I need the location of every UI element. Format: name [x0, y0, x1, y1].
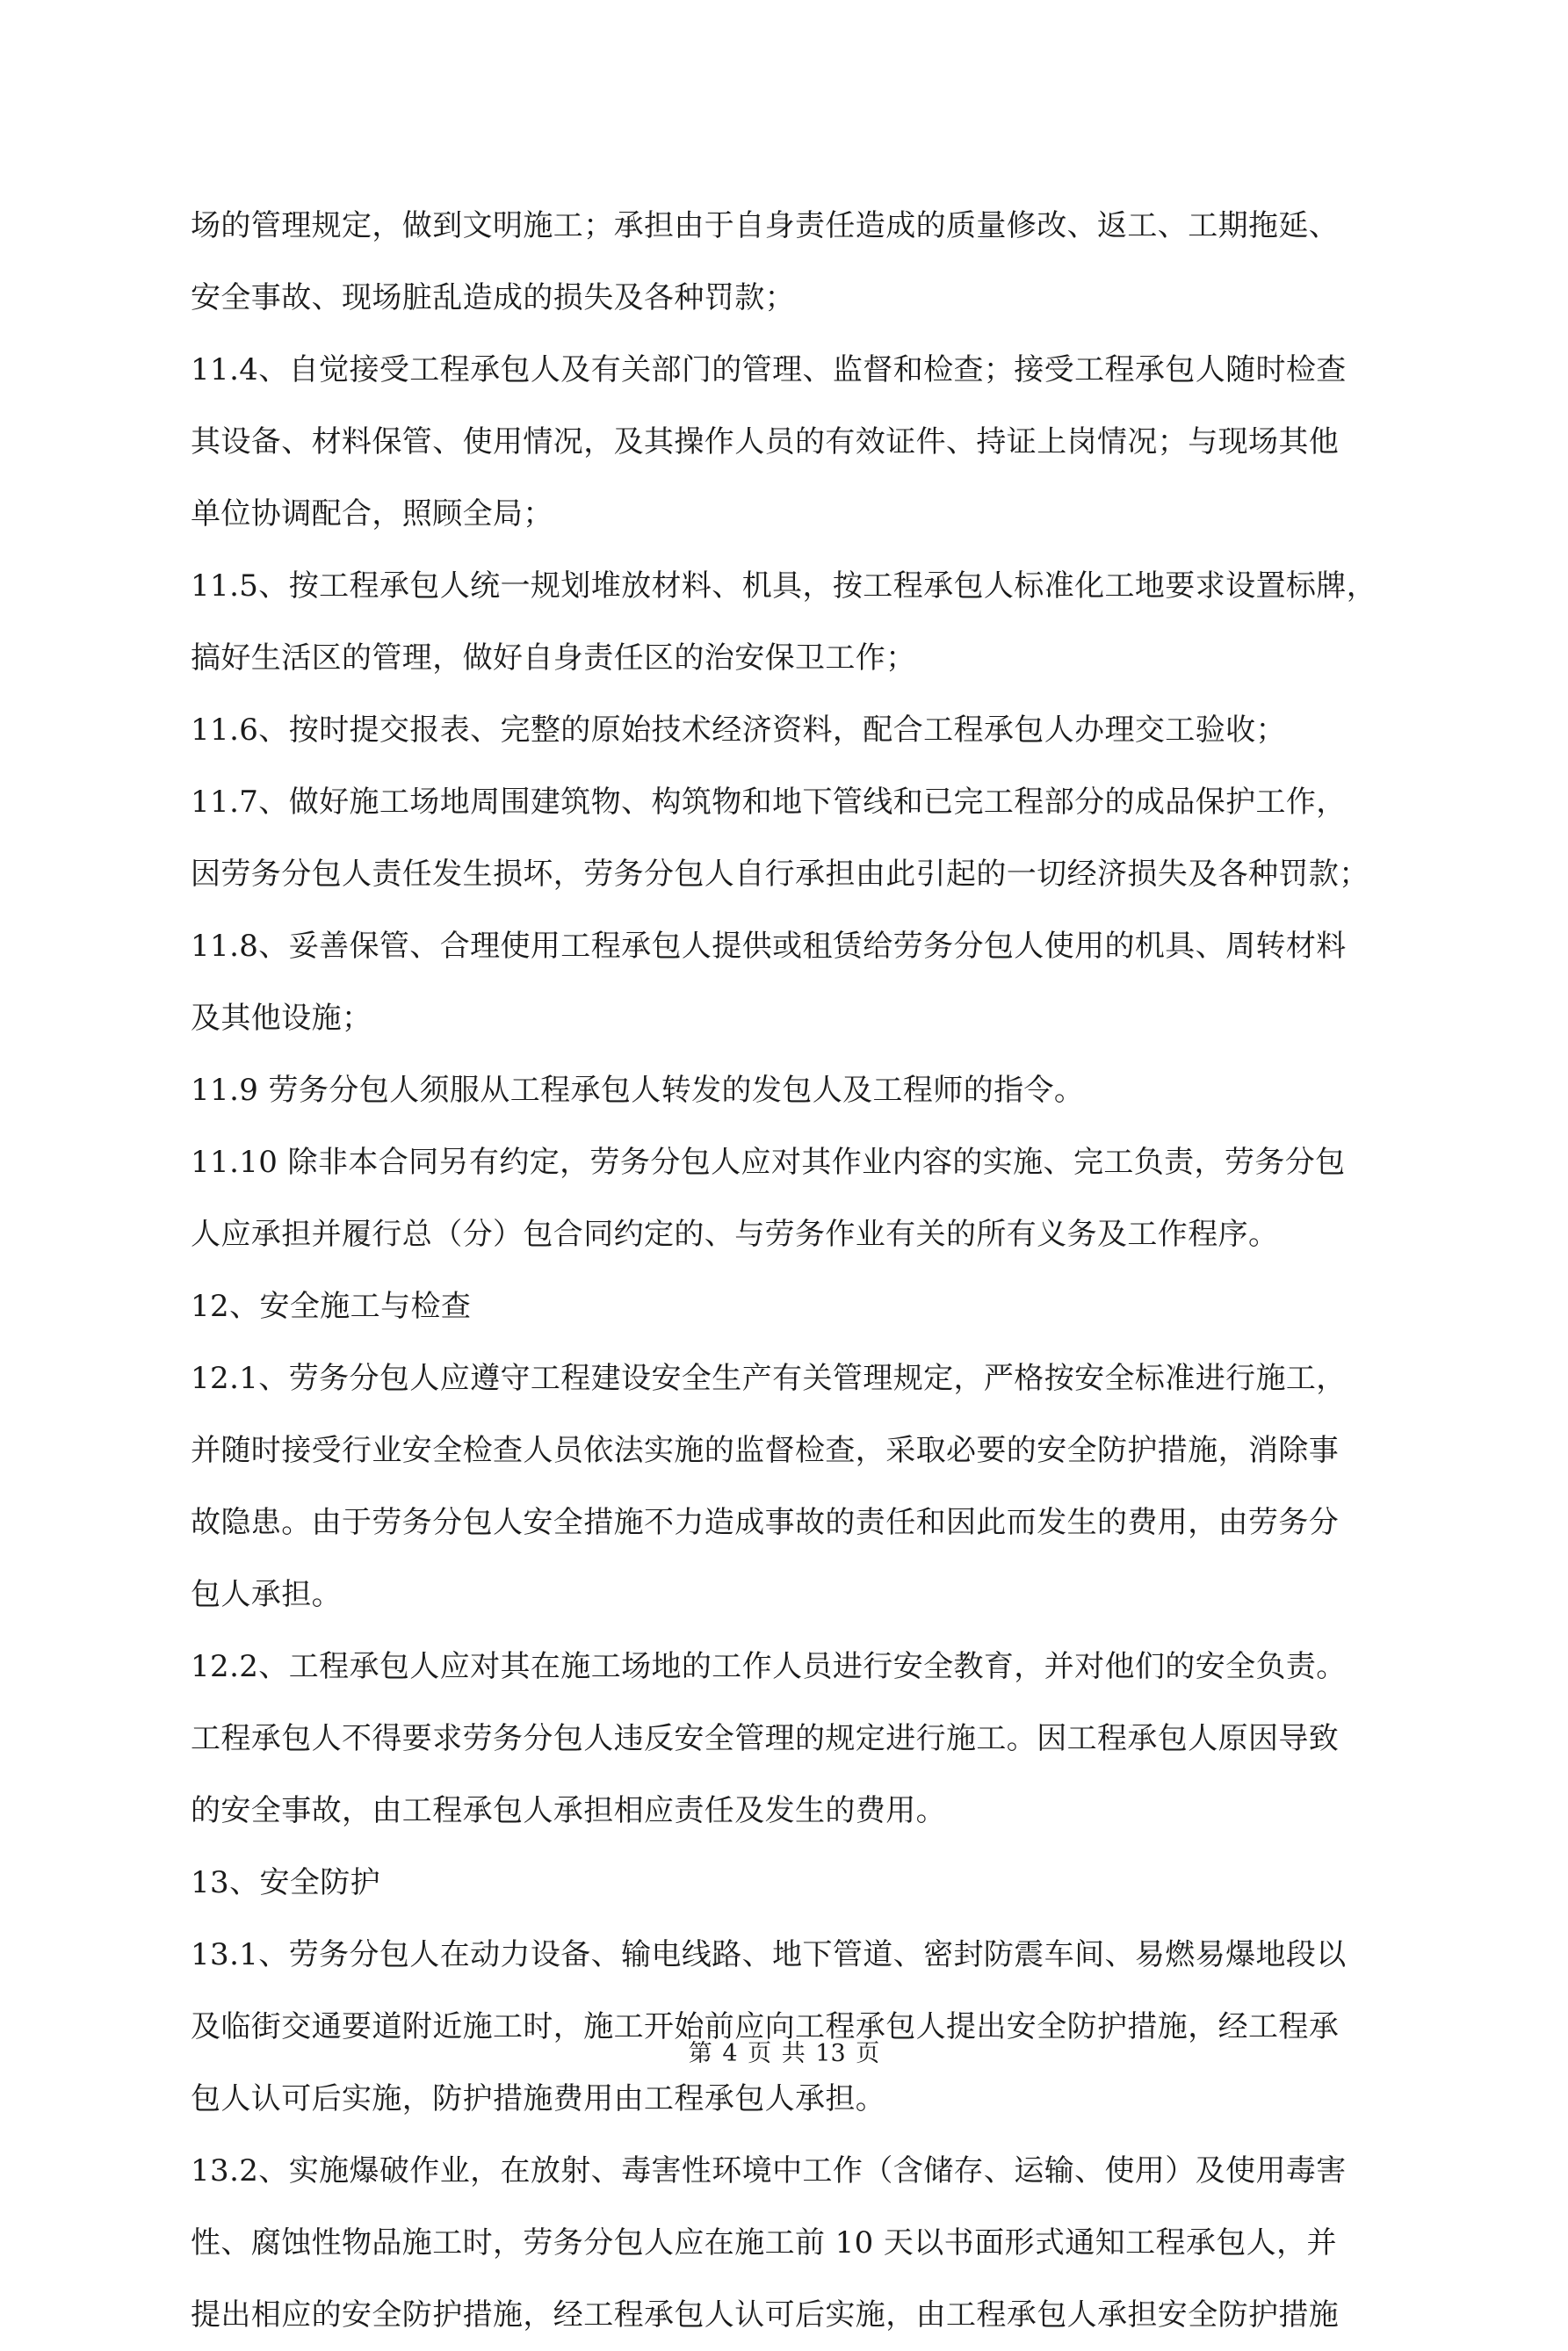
clause-11-6: 11.6、按时提交报表、完整的原始技术经济资料，配合工程承包人办理交工验收； — [191, 713, 1286, 748]
clause-11-9: 11.9 劳务分包人须服从工程承包人转发的发包人及工程师的指令。 — [191, 1073, 1085, 1108]
text-line: 其设备、材料保管、使用情况，及其操作人员的有效证件、持证上岗情况；与现场其他 — [191, 424, 1340, 459]
clause-11-8: 11.8、妥善保管、合理使用工程承包人提供或租赁给劳务分包人使用的机具、周转材料 — [191, 929, 1347, 964]
text-line: 及其他设施； — [191, 1001, 372, 1036]
text-line: 场的管理规定，做到文明施工；承担由于自身责任造成的质量修改、返工、工期拖延、 — [191, 208, 1340, 243]
text-line: 故隐患。由于劳务分包人安全措施不力造成事故的责任和因此而发生的费用，由劳务分 — [191, 1505, 1340, 1540]
clause-11-5: 11.5、按工程承包人统一规划堆放材料、机具，按工程承包人标准化工地要求设置标牌， — [191, 568, 1377, 604]
text-line: 因劳务分包人责任发生损坏，劳务分包人自行承担由此引起的一切经济损失及各种罚款； — [191, 857, 1369, 892]
clause-11-10: 11.10 除非本合同另有约定，劳务分包人应对其作业内容的实施、完工负责，劳务分包 — [191, 1145, 1346, 1180]
clause-11-7: 11.7、做好施工场地周围建筑物、构筑物和地下管线和已完工程部分的成品保护工作， — [191, 785, 1347, 820]
clause-12-1: 12.1、劳务分包人应遵守工程建设安全生产有关管理规定，严格按安全标准进行施工， — [191, 1361, 1347, 1396]
text-line: 包人认可后实施，防护措施费用由工程承包人承担。 — [191, 2081, 886, 2116]
clause-11-4: 11.4、自觉接受工程承包人及有关部门的管理、监督和检查；接受工程承包人随时检查 — [191, 352, 1347, 387]
section-heading-12: 12、安全施工与检查 — [191, 1289, 472, 1324]
section-heading-13: 13、安全防护 — [191, 1865, 381, 1900]
document-body — [191, 190, 1381, 2351]
text-line: 包人承担。 — [191, 1577, 342, 1612]
text-line: 单位协调配合，照顾全局； — [191, 496, 553, 532]
text-line: 工程承包人不得要求劳务分包人违反安全管理的规定进行施工。因工程承包人原因导致 — [191, 1721, 1340, 1756]
clause-13-2: 13.2、实施爆破作业，在放射、毒害性环境中工作（含储存、运输、使用）及使用毒害 — [191, 2153, 1347, 2188]
clause-13-1: 13.1、劳务分包人在动力设备、输电线路、地下管道、密封防震车间、易燃易爆地段以 — [191, 1937, 1347, 1972]
text-line: 搞好生活区的管理，做好自身责任区的治安保卫工作； — [191, 640, 916, 676]
text-line: 并随时接受行业安全检查人员依法实施的监督检查，采取必要的安全防护措施，消除事 — [191, 1433, 1340, 1468]
page-number-footer: 第 4 页 共 13 页 — [688, 2040, 880, 2067]
text-line: 的安全事故，由工程承包人承担相应责任及发生的费用。 — [191, 1793, 946, 1828]
text-line: 及临街交通要道附近施工时，施工开始前应向工程承包人提出安全防护措施，经工程承 — [191, 2009, 1340, 2044]
clause-12-2: 12.2、工程承包人应对其在施工场地的工作人员进行安全教育，并对他们的安全负责。 — [191, 1649, 1347, 1684]
text-line: 安全事故、现场脏乱造成的损失及各种罚款； — [191, 280, 795, 315]
text-line: 提出相应的安全防护措施，经工程承包人认可后实施，由工程承包人承担安全防护措施 — [191, 2297, 1340, 2333]
text-line: 人应承担并履行总（分）包合同约定的、与劳务作业有关的所有义务及工作程序。 — [191, 1217, 1279, 1252]
text-line: 性、腐蚀性物品施工时，劳务分包人应在施工前 10 天以书面形式通知工程承包人，并 — [191, 2225, 1337, 2261]
